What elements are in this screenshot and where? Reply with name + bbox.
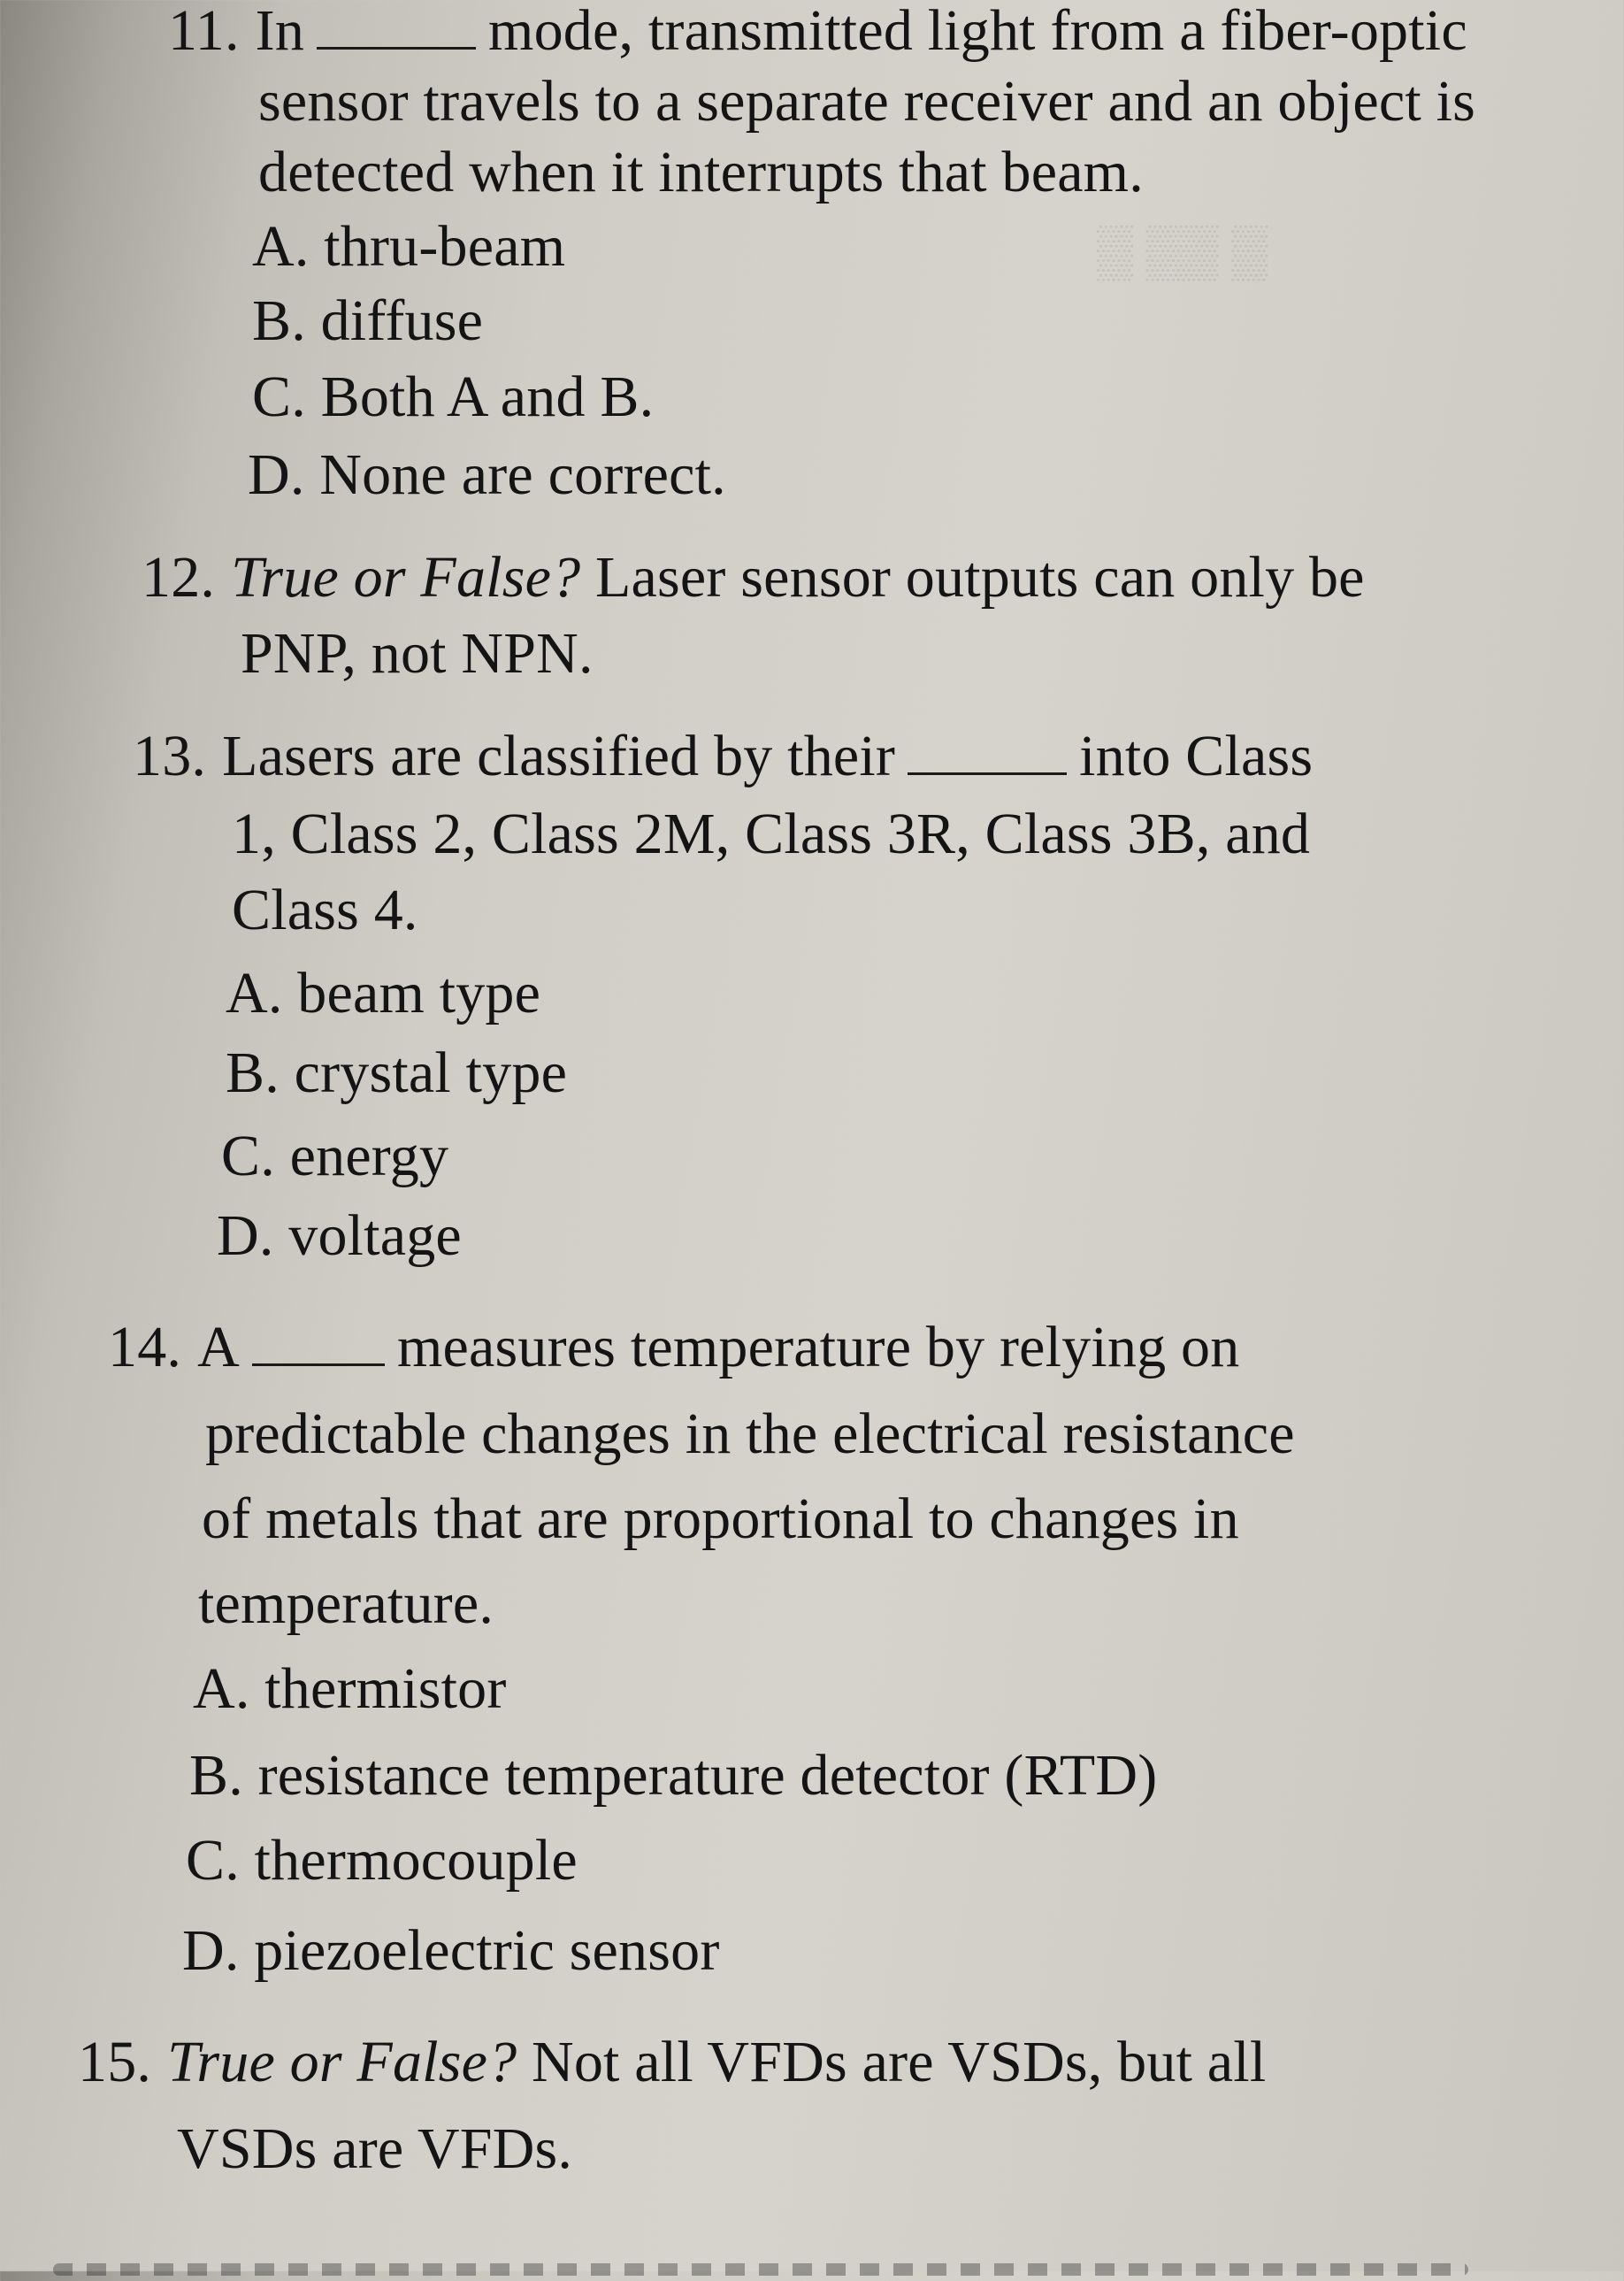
- q14-line-1: [108, 1315, 1240, 1379]
- q11-text-after-blank: mode, transmitted light from a fiber-optic: [488, 0, 1467, 63]
- q14-line-4: temperature.: [198, 1571, 494, 1636]
- q15-line-1: [78, 2030, 1267, 2094]
- q14-text-before-blank: A: [197, 1315, 240, 1379]
- q12-true-false-label: True or False?: [231, 545, 581, 610]
- q14-option-b: B. resistance temperature detector (RTD): [189, 1743, 1158, 1808]
- q13-option-d: D. voltage: [217, 1203, 462, 1268]
- q14-blank: [252, 1362, 385, 1366]
- q11-line-1: [168, 0, 1467, 63]
- q13-blank: [908, 771, 1067, 775]
- q15-true-false-label: True or False?: [167, 2030, 517, 2094]
- q15-line-2: VSDs are VFDs.: [177, 2116, 573, 2181]
- q11-option-a: A. thru-beam: [252, 214, 566, 279]
- q11-option-b: B. diffuse: [252, 288, 484, 353]
- q14-option-c: C. thermocouple: [186, 1828, 578, 1893]
- q11-option-d: D. None are correct.: [248, 442, 726, 507]
- q11-line-2: sensor travels to a separate receiver and an object is: [258, 69, 1476, 134]
- q13-text-before-blank: Lasers are classified by their: [222, 724, 896, 788]
- q15-number: 15.: [78, 2030, 152, 2094]
- show-through-texture: ▒ ▒▒ ▒: [1097, 222, 1268, 280]
- q14-line-3: of metals that are proportional to changes in: [202, 1486, 1239, 1551]
- q13-option-c: C. energy: [221, 1124, 449, 1188]
- q11-text-before-blank: In: [255, 0, 305, 63]
- q11-blank: [317, 45, 476, 50]
- q13-option-a: A. beam type: [226, 961, 541, 1025]
- q12-number: 12.: [142, 545, 216, 610]
- q13-number: 13.: [133, 724, 207, 788]
- q13-line-3: Class 4.: [232, 878, 418, 942]
- q14-number: 14.: [108, 1315, 182, 1379]
- q11-option-c: C. Both A and B.: [252, 365, 655, 429]
- q14-option-d: D. piezoelectric sensor: [182, 1918, 720, 1983]
- q13-line-2: 1, Class 2, Class 2M, Class 3R, Class 3B, and: [232, 802, 1311, 866]
- q13-option-b: B. crystal type: [226, 1041, 568, 1105]
- q15-text: Not all VFDs are VSDs, but all: [531, 2030, 1267, 2094]
- q11-line-3: detected when it interrupts that beam.: [258, 140, 1144, 204]
- q14-option-a: A. thermistor: [193, 1656, 507, 1721]
- q14-line-2: predictable changes in the electrical resistance: [205, 1402, 1295, 1466]
- q12-text: Laser sensor outputs can only be: [594, 545, 1365, 610]
- q12-line-2: PNP, not NPN.: [241, 621, 594, 686]
- q11-number: 11.: [168, 0, 240, 63]
- q12-line-1: [142, 545, 1365, 610]
- q13-text-after-blank: into Class: [1079, 724, 1314, 788]
- q13-line-1: [133, 724, 1314, 788]
- q14-text-after-blank: measures temperature by relying on: [396, 1315, 1240, 1379]
- cropped-next-question: [53, 2246, 1468, 2281]
